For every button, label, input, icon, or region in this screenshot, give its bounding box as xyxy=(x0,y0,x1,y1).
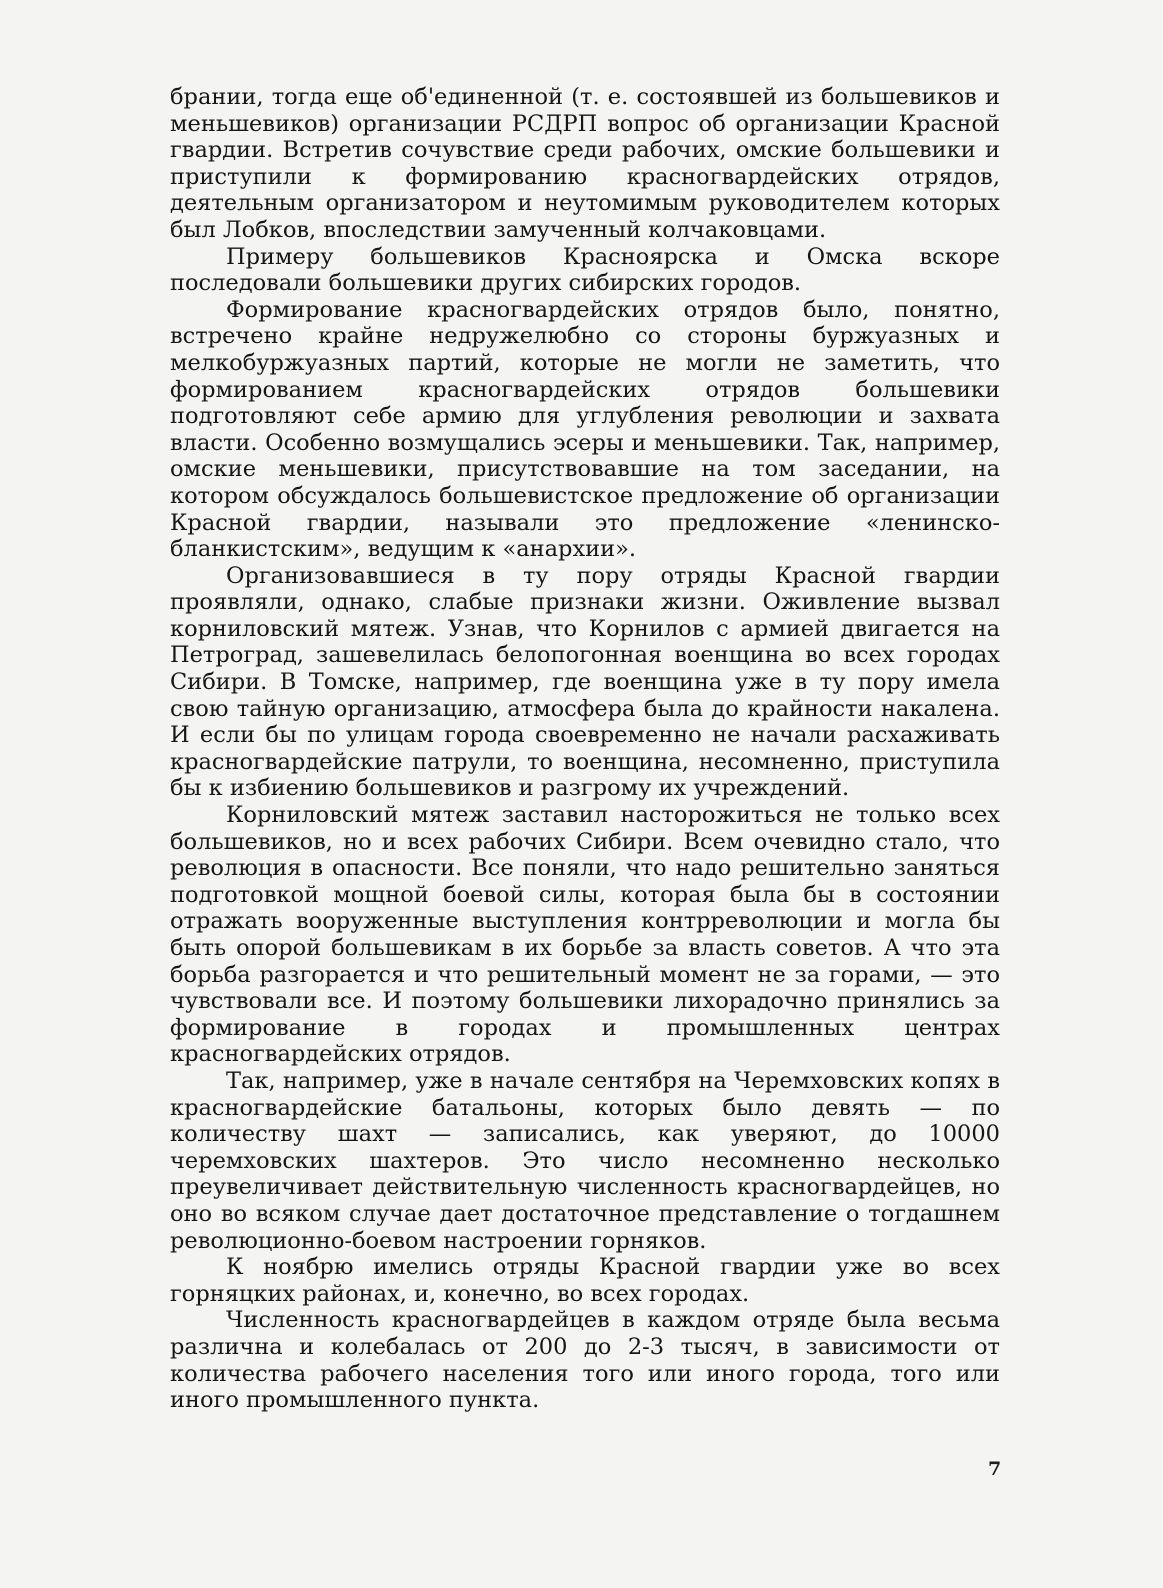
body-text xyxy=(170,84,1000,1414)
paragraph: К ноябрю имелись отряды Красной гвардии уже во всех горняцких районах, и, конечно, во всех городах. xyxy=(170,1254,1000,1307)
paragraph: Так, например, уже в начале сентября на Черемховских копях в красногвардейские батальоны, которых было девять — по количеству шахт — записались, как уверяют, до 10000 черемховских шахтеров. Это число несомненно несколько преувеличивает действительную численность красногвардейцев, но оно во всяком случае дает достаточное представление о тогдашнем революционно-боевом настроении горняков. xyxy=(170,1067,1000,1254)
paragraph: Формирование красногвардейских отрядов было, понятно, встречено крайне недружелюбно со стороны буржуазных и мелкобуржуазных партий, которые не могли не заметить, что формированием красногвардейских отрядов большевики подготовляют себе армию для углубления революции и захвата власти. Особенно возмущались эсеры и меньшевики. Так, например, омские меньшевики, присутствовавшие на том заседании, на котором обсуждалось большевистское предложение об организации Красной гвардии, называли это предложение «ленинско-бланкистским», ведущим к «анархии». xyxy=(170,296,1000,563)
paragraph: Примеру большевиков Красноярска и Омска вскоре последовали большевики других сибирских городов. xyxy=(170,243,1000,297)
paragraph: брании, тогда еще об'единенной (т. е. состоявшей из большевиков и меньшевиков) организации РСДРП вопрос об организации Красной гвардии. Встретив сочувствие среди рабочих, омские большевики и приступили к формированию красногвардейских отрядов, деятельным организатором и неутомимым руководителем которых был Лобков, впоследствии замученный колчаковцами. xyxy=(170,84,1000,243)
page-number: 7 xyxy=(988,1458,1002,1480)
paragraph: Численность красногвардейцев в каждом отряде была весьма различна и колебалась от 200 до 2-3 тысяч, в зависимости от количества рабочего населения того или иного города, того или иного промышленного пункта. xyxy=(170,1307,1000,1414)
paragraph: Организовавшиеся в ту пору отряды Красной гвардии проявляли, однако, слабые признаки жизни. Оживление вызвал корниловский мятеж. Узнав, что Корнилов с армией двигается на Петроград, зашевелилась белопогонная военщина во всех городах Сибири. В Томске, например, где военщина уже в ту пору имела свою тайную организацию, атмосфера была до крайности накалена. И если бы по улицам города своевременно не начали расхаживать красногвардейские патрули, то военщина, несомненно, приступила бы к избиению большевиков и разгрому их учреждений. xyxy=(170,562,1000,802)
paragraph: Корниловский мятеж заставил насторожиться не только всех большевиков, но и всех рабочих Сибири. Всем очевидно стало, что революция в опасности. Все поняли, что надо решительно заняться подготовкой мощной боевой силы, которая была бы в состоянии отражать вооруженные выступления контрреволюции и могла бы быть опорой большевикам в их борьбе за власть советов. А что эта борьба разгорается и что решительный момент не за горами, — это чувствовали все. И поэтому большевики лихорадочно принялись за формирование в городах и промышленных центрах красногвардейских отрядов. xyxy=(170,802,1000,1068)
